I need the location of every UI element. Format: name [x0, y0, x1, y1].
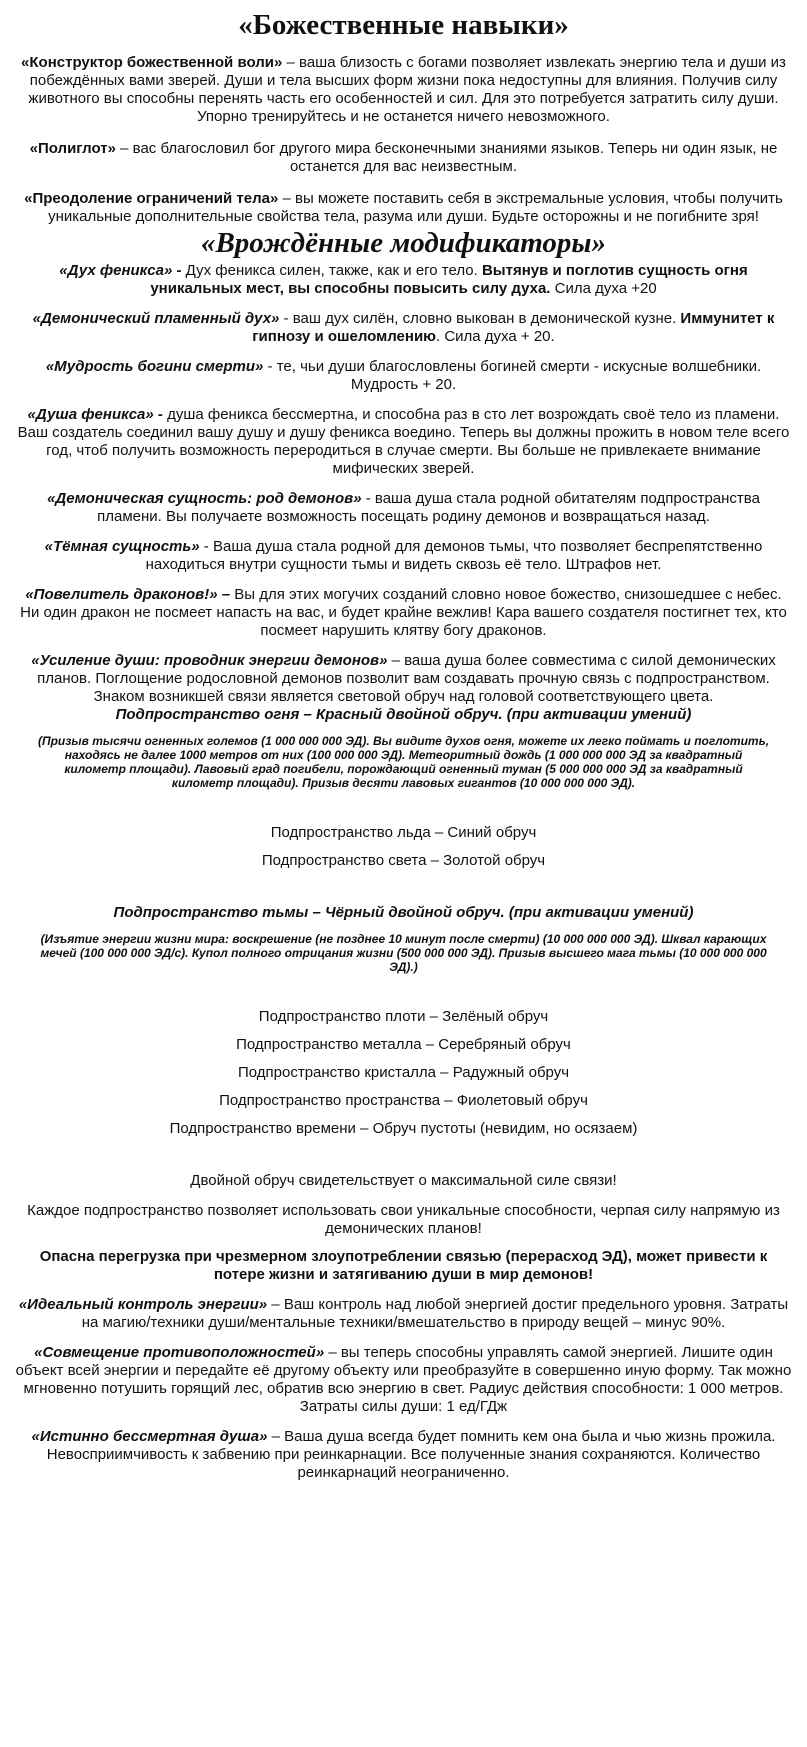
paragraph-bold: Вытянув и поглотив сущность огня уникальных мест, вы способны повысить силу духа.: [150, 262, 748, 297]
subspace-line-crystal: Подпространство кристалла – Радужный обруч: [237, 1064, 570, 1081]
paragraph-innate-6: [14, 538, 793, 574]
subspace-abilities-note: Каждое подпространство позволяет использовать свои уникальные способности, черпая силу напрямую из демонических планов!: [27, 1202, 780, 1237]
paragraph-divine-2: [14, 140, 793, 176]
dark-subspace-description: (Изъятие энергии жизни мира: воскрешение (не позднее 10 минут после смерти) (10 000 000 000 ЭД). Шквал карающих мечей (100 000 000 ЭД/с). Купол полного отрицания жизни (500 000 000 ЭД). Призыв высшего мага тьмы (10 000 000 000 ЭД).): [40, 932, 767, 974]
paragraph-text: – вы можете поставить себя в экстремальные условия, чтобы получить уникальные дополнительные свойства тела, разума или души. Будьте осторожны и не погибните зря!: [48, 190, 783, 225]
term: «Конструктор божественной воли»: [21, 54, 283, 71]
term: «Дух феникса» -: [59, 262, 182, 279]
paragraph-text: – ваша близость с богами позволяет извлекать энергию тела и души из побеждённых вами зверей. Души и тела высших форм жизни пока недоступны для влияния. Получив силу животного вы способны перенять часть его особенностей и сил. Для это потребуется затратить силу души. Упорно тренируйтесь и не останется ничего невозможного.: [28, 54, 786, 125]
paragraph-final-1: [14, 1296, 793, 1332]
paragraph-divine-3: [14, 190, 793, 226]
paragraph-innate-1: [14, 262, 793, 298]
term: «Истинно бессмертная душа»: [31, 1428, 268, 1445]
paragraph-divine-1: [14, 54, 793, 126]
term: «Полиглот»: [29, 140, 116, 157]
term: «Идеальный контроль энергии»: [18, 1296, 268, 1313]
fire-subspace-heading: Подпространство огня – Красный двойной обруч. (при активации умений): [115, 706, 692, 723]
paragraph-text: – ваша душа более совместима с силой демонических планов. Поглощение родословной демонов позволит вам создавать прочную связь с подпространством. Знаком возникшей связи является световой обруч над головой соответствующего цвета.: [37, 652, 776, 705]
paragraph-text: – вас благословил бог другого мира бесконечными знаниями языков. Теперь ни один язык, не останется для вас неизвестным.: [115, 140, 778, 175]
dark-subspace-heading: Подпространство тьмы – Чёрный двойной обруч. (при активации умений): [113, 904, 694, 921]
term: «Демонический пламенный дух»: [32, 310, 280, 327]
subspace-line-ice: Подпространство льда – Синий обруч: [270, 824, 537, 841]
paragraph-text: – Ваша душа всегда будет помнить кем она была и чью жизнь прожила. Невосприимчивость к забвению при реинкарнации. Все полученные знания сохраняются. Количество реинкарнаций неограниченно.: [46, 1428, 776, 1481]
section-title-innate: «Врождённые модификаторы»: [200, 227, 607, 259]
paragraph-text: – вы теперь способны управлять самой энергией. Лишите один объект всей энергии и передайте её другому объекту или преобразуйте в совершенно иную форму. Так можно мгновенно потушить горящий лес, обратив всю энергию в свет. Радиус действия способности: 1 000 метров. Затраты силы души: 1 ед/ГДж: [15, 1344, 792, 1415]
paragraph-final-3: [14, 1428, 793, 1482]
paragraph-tail: Сила духа +20: [550, 280, 657, 297]
term: «Усиление души: проводник энергии демонов»: [31, 652, 388, 669]
subspace-line-time: Подпространство времени – Обруч пустоты (невидим, но осязаем): [169, 1120, 638, 1137]
double-ring-note: Двойной обруч свидетельствует о максимальной силе связи!: [190, 1172, 617, 1189]
paragraph-text: – Ваш контроль над любой энергией достиг предельного уровня. Затраты на магию/техники души/ментальные техники/вмешательство в природу вещей – минус 90%.: [81, 1296, 789, 1331]
paragraph-text: Вы для этих могучих созданий словно новое божество, снизошедшее с небес. Ни один дракон не посмеет напасть на вас, и будет крайне вежлив! Кара вашего создателя постигнет тех, кто посмеет нарушить клятву богу драконов.: [20, 586, 787, 639]
paragraph-innate-8: [14, 652, 793, 706]
term: «Мудрость богини смерти»: [45, 358, 264, 375]
paragraph-innate-4: [14, 406, 793, 478]
paragraph-innate-5: [14, 490, 793, 526]
subspace-line-flesh: Подпространство плоти – Зелёный обруч: [258, 1008, 549, 1025]
paragraph-innate-7: [14, 586, 793, 640]
paragraph-text: - ваша душа стала родной обитателям подпространства пламени. Вы получаете возможность посещать родину демонов и возвращаться назад.: [97, 490, 760, 525]
paragraph-final-2: [14, 1344, 793, 1416]
term: «Повелитель драконов!» –: [25, 586, 231, 603]
subspace-line-light: Подпространство света – Золотой обруч: [261, 852, 546, 869]
term: «Демоническая сущность: род демонов»: [47, 490, 362, 507]
fire-subspace-description: (Призыв тысячи огненных големов (1 000 000 000 ЭД). Вы видите духов огня, можете их легко поймать и поглотить, находясь не далее 1000 метров от них (100 000 000 ЭД). Метеоритный дождь (1 000 000 000 ЭД за квадратный километр площади). Лавовый град погибели, порождающий огненный туман (5 000 000 000 ЭД за квадратный километр площади). Призыв десяти лавовых гигантов (10 000 000 000 ЭД).: [37, 734, 770, 790]
overload-warning: Опасна перегрузка при чрезмерном злоупотреблении связью (перерасход ЭД), может привести к потере жизни и затягиванию души в мир демонов!: [39, 1248, 768, 1283]
paragraph-innate-3: [14, 358, 793, 394]
term: «Совмещение противоположностей»: [34, 1344, 325, 1361]
term: «Тёмная сущность»: [44, 538, 200, 555]
paragraph-text: - Ваша душа стала родной для демонов тьмы, что позволяет беспрепятственно находиться внутри сущности тьмы и видеть сквозь её тело. Штрафов нет.: [145, 538, 763, 573]
term: «Преодоление ограничений тела»: [24, 190, 279, 207]
section-title-divine: «Божественные навыки»: [238, 9, 569, 41]
paragraph-text: Дух феникса силен, также, как и его тело.: [181, 262, 482, 279]
paragraph-tail: . Сила духа + 20.: [436, 328, 555, 345]
paragraph-bold: Иммунитет к гипнозу и ошеломлению: [252, 310, 775, 345]
term: «Душа феникса» -: [27, 406, 163, 423]
paragraph-text: душа феникса бессмертна, и способна раз в сто лет возрождать своё тело из пламени. Ваш создатель соединил вашу душу и душу феникса воедино. Теперь вы должны прожить в новом теле всего год, чтоб получить возможность переродиться в случае смерти. Вы больше не привлекаете внимание мифических зверей.: [17, 406, 790, 477]
paragraph-text: - ваш дух силён, словно выкован в демонической кузне.: [279, 310, 681, 327]
subspace-line-metal: Подпространство металла – Серебряный обруч: [236, 1036, 571, 1053]
paragraph-innate-2: [14, 310, 793, 346]
subspace-line-space: Подпространство пространства – Фиолетовый обруч: [219, 1092, 588, 1109]
paragraph-text: - те, чьи души благословлены богиней смерти - искусные волшебники. Мудрость + 20.: [263, 358, 762, 393]
